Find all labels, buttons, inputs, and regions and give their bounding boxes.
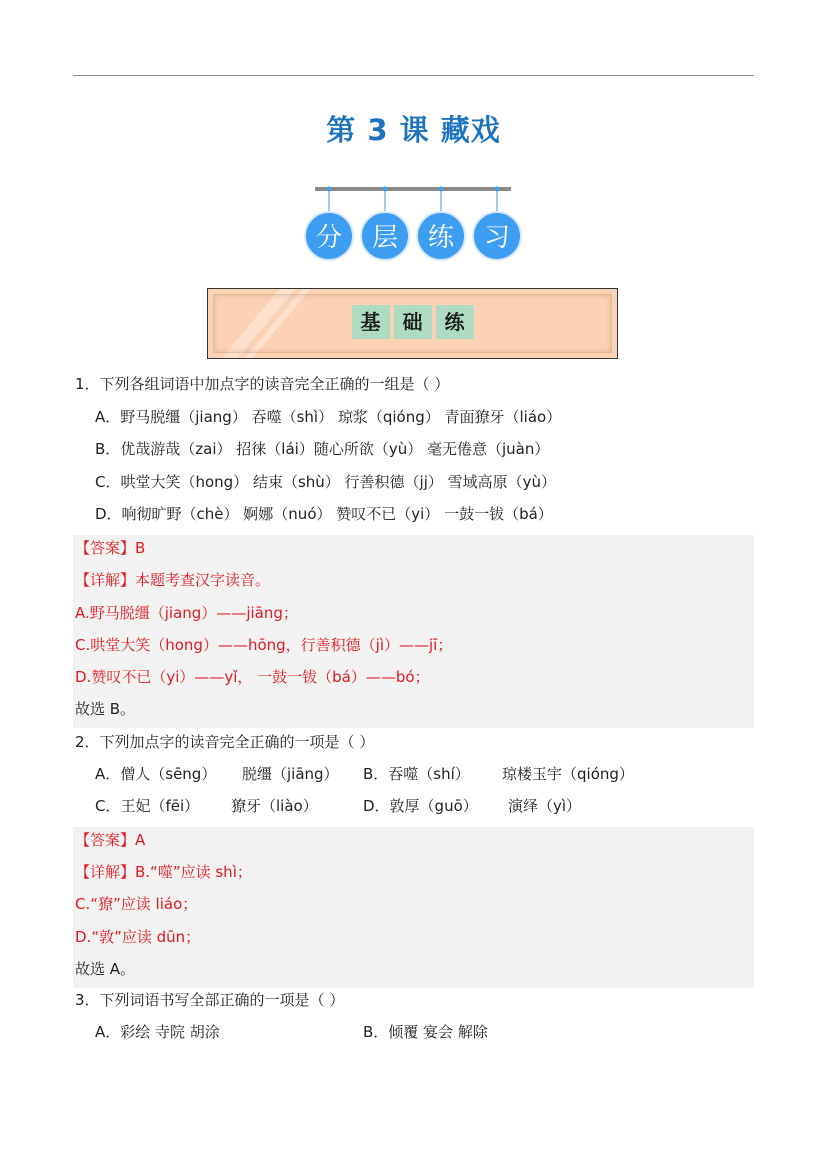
q2-option-a2: 脱缰（jiāng） (242, 765, 339, 783)
q1-option-c: C．哄堂大笑（hong） 结束（shù） 行善积德（jj） 雪域高原（yù） (95, 473, 557, 491)
q1-stem: 1．下列各组词语中加点字的读音完全正确的一组是（ ） (75, 375, 450, 393)
q2-stem: 2．下列加点字的读音完全正确的一项是（ ） (75, 733, 375, 751)
q1-option-d: D．响彻旷野（chè） 婀娜（nuó） 赞叹不已（yi） 一鼓一钹（bá） (95, 505, 553, 523)
banner-char-3: 练 (436, 305, 474, 339)
header-rule (73, 75, 754, 76)
q1-explanation-d: D.赞叹不已（yi）——yǐ， 一鼓一钹（bá）——bó； (75, 668, 430, 686)
banner-chars (208, 305, 617, 339)
basic-practice-banner (207, 288, 618, 359)
badge-char-4: 习 (483, 223, 511, 253)
badge-item-2 (361, 187, 409, 261)
q1-answer-box (73, 535, 754, 728)
q3-option-a: A．彩绘 寺院 胡涂 (95, 1023, 220, 1041)
q1-conclusion: 故选 B。 (75, 700, 136, 718)
badge-item-3 (417, 187, 465, 261)
q2-explanation-c: C.“獠”应读 liáo； (75, 895, 198, 913)
q2-explanation-b: 【详解】B.“噬”应读 shì； (75, 863, 252, 881)
badge-char-1: 分 (315, 223, 343, 253)
badge-char-3: 练 (427, 223, 455, 253)
badge-char-2: 层 (371, 223, 399, 253)
q2-option-a1: A．僧人（sēng） (95, 765, 217, 783)
banner-char-1: 基 (352, 305, 390, 339)
q2-answer: 【答案】A (75, 831, 146, 849)
badge-item-1 (305, 187, 353, 261)
page-title: 第 3 课 藏戏 (326, 113, 501, 147)
layered-practice-badge (303, 184, 523, 264)
q2-option-c1: C．王妃（fēi） (95, 797, 200, 815)
q2-option-d1: D．敦厚（guō） (363, 797, 478, 815)
q1-answer: 【答案】B (75, 539, 146, 557)
q2-explanation-d: D.“敦”应读 dūn； (75, 928, 201, 946)
q1-explanation: 【详解】本题考查汉字读音。 (75, 571, 271, 589)
badge-item-4 (473, 187, 521, 261)
banner-char-2: 础 (394, 305, 432, 339)
q3-stem: 3．下列词语书写全部正确的一项是（ ） (75, 991, 345, 1009)
q2-option-b2: 琼楼玉宇（qióng） (502, 765, 634, 783)
q2-option-c2: 獠牙（liào） (231, 797, 318, 815)
q1-explanation-a: A.野马脱缰（jiang）——jiāng； (75, 604, 298, 622)
q1-option-b: B．优哉游哉（zai） 招徕（lái）随心所欲（yù） 毫无倦意（juàn） (95, 440, 550, 458)
q2-option-d2: 演绎（yì） (508, 797, 582, 815)
q2-conclusion: 故选 A。 (75, 960, 136, 978)
q1-explanation-c: C.哄堂大笑（hong）——hōng，行善积德（jì）——jī； (75, 636, 453, 654)
q1-option-a: A．野马脱缰（jiang） 吞噬（shì） 琼浆（qióng） 青面獠牙（liáo） (95, 408, 562, 426)
q2-option-b1: B．吞噬（shí） (363, 765, 470, 783)
q3-option-b: B．倾覆 宴会 解除 (363, 1023, 488, 1041)
